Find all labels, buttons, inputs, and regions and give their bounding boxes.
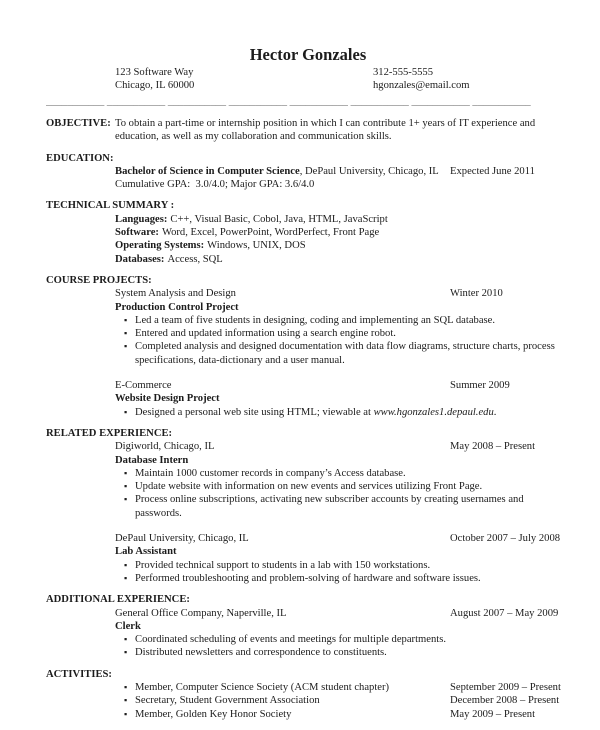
bullet-item: ▪ Completed analysis and designed documentation with data flow diagrams, structure charts, process specifications, data-dictionary and a user manual. — [46, 340, 570, 367]
bullet-item: ▪ Led a team of five students in designing, coding and implementing an SQL database. — [46, 314, 570, 327]
education-heading: EDUCATION: — [46, 152, 114, 164]
project-entry — [46, 287, 570, 367]
email-address: hgonzales@email.com — [373, 80, 470, 92]
technical-summary-heading: TECHNICAL SUMMARY : — [46, 200, 175, 212]
experience-date: October 2007 – July 2008 — [450, 533, 561, 545]
address-block — [115, 66, 194, 93]
activity-text: Member, Computer Science Society (ACM student chapter) — [135, 681, 390, 693]
gpa-line: Cumulative GPA: 3.0/4.0; Major GPA: 3.6/4.0 — [115, 179, 315, 191]
additional-experience-heading: ADDITIONAL EXPERIENCE: — [46, 594, 190, 606]
activities-list — [46, 681, 570, 721]
contact-block — [46, 66, 570, 94]
header-divider: ___________ ___________ ___________ ___________ ___________ ___________ ___________ ___________ — [46, 97, 531, 107]
bullet-item: ▪ Maintain 1000 customer records in company’s Access database. — [46, 467, 570, 480]
bullet-text: Designed a personal web site using HTML; viewable at — [135, 406, 374, 418]
bullet-item: ▪ Provided technical support to students in a lab with 150 workstations. — [46, 559, 570, 572]
experience-date: August 2007 – May 2009 — [450, 607, 559, 619]
activities-heading: ACTIVITIES: — [46, 668, 112, 680]
experience-entry — [46, 440, 570, 520]
project-date: Summer 2009 — [450, 380, 510, 392]
section-objective — [46, 117, 570, 144]
bullet-item: ▪ Process online subscriptions, activating new subscriber accounts by creating usernames and passwords. — [46, 493, 570, 520]
project-course-row — [46, 287, 570, 300]
section-course-projects — [46, 274, 570, 419]
job-title: Lab Assistant — [115, 546, 177, 558]
tech-label: Operating Systems: — [115, 240, 205, 252]
tech-row-operating-systems — [46, 239, 570, 252]
experience-entry — [46, 532, 570, 585]
course-projects-heading: COURSE PROJECTS: — [46, 274, 152, 286]
bullet-item: ▪ Update website with information on new events and services utilizing Front Page. — [46, 480, 570, 493]
activity-date: September 2009 – Present — [450, 681, 561, 693]
activity-date: May 2009 – Present — [450, 708, 536, 720]
activity-item — [46, 708, 570, 721]
address-line-1: 123 Software Way — [115, 67, 194, 78]
activity-item — [46, 681, 570, 694]
education-degree-row — [46, 165, 570, 178]
tech-value: C++, Visual Basic, Cobol, Java, HTML, JavaScript — [170, 213, 388, 225]
experience-company-row — [46, 440, 570, 453]
tech-row-software — [46, 226, 570, 239]
project-date: Winter 2010 — [450, 288, 503, 300]
page-title: Hector Gonzales — [249, 45, 367, 64]
section-related-experience — [46, 427, 570, 585]
experience-bullet-list — [46, 559, 570, 586]
bullet-item: ▪ Performed troubleshooting and problem-solving of hardware and software issues. — [46, 572, 570, 585]
activity-text: Member, Golden Key Honor Society — [135, 708, 292, 720]
company-name: DePaul University, Chicago, IL — [115, 533, 249, 545]
experience-bullet-list — [46, 467, 570, 520]
bullet-item: ▪ Entered and updated information using a search engine robot. — [46, 327, 570, 340]
section-additional-experience — [46, 593, 570, 659]
bullet-text-end: . — [493, 406, 497, 418]
activity-text: Secretary, Student Government Association — [135, 695, 320, 707]
section-activities — [46, 668, 570, 721]
project-course-row — [46, 379, 570, 392]
education-date: Expected June 2011 — [450, 165, 535, 177]
section-education — [46, 152, 570, 192]
tech-label: Software: — [115, 227, 159, 239]
objective-heading: OBJECTIVE: — [46, 118, 111, 129]
school-name: , DePaul University, Chicago, IL — [299, 165, 439, 177]
phone-email-block — [373, 66, 470, 93]
address-line-2: Chicago, IL 60000 — [115, 80, 195, 92]
tech-value: Word, Excel, PowerPoint, WordPerfect, Front Page — [161, 227, 380, 239]
activity-item — [46, 694, 570, 707]
tech-label: Databases: — [115, 253, 165, 265]
project-title: Website Design Project — [115, 393, 220, 405]
bullet-item: ▪ Distributed newsletters and correspondence to constituents. — [46, 646, 570, 659]
project-bullet-list — [46, 406, 570, 419]
section-technical-summary — [46, 199, 570, 265]
experience-company-row — [46, 532, 570, 545]
project-entry — [46, 379, 570, 419]
experience-entry — [46, 607, 570, 660]
course-name: E-Commerce — [115, 380, 172, 392]
experience-company-row — [46, 607, 570, 620]
bullet-item — [46, 406, 570, 419]
course-name: System Analysis and Design — [115, 288, 236, 300]
project-bullet-list — [46, 314, 570, 367]
activity-date: December 2008 – Present — [450, 695, 560, 707]
project-title: Production Control Project — [115, 301, 239, 313]
company-name: Digiworld, Chicago, IL — [115, 441, 215, 453]
related-experience-heading: RELATED EXPERIENCE: — [46, 427, 173, 439]
experience-date: May 2008 – Present — [450, 441, 536, 453]
objective-text: To obtain a part-time or internship position in which I can contribute 1+ years of IT experience and education, as well as my collaboration and communication skills. — [115, 118, 536, 143]
degree-name: Bachelor of Science in Computer Science — [115, 165, 300, 177]
tech-row-databases — [46, 253, 570, 266]
job-title: Clerk — [115, 620, 141, 632]
phone-number: 312-555-5555 — [373, 67, 434, 78]
bullet-item: ▪ Coordinated scheduling of events and meetings for multiple departments. — [46, 633, 570, 646]
tech-value: Access, SQL — [167, 253, 223, 265]
tech-label: Languages: — [115, 213, 168, 225]
job-title: Database Intern — [115, 454, 189, 466]
website-url: www.hgonzales1.depaul.edu — [373, 406, 494, 418]
experience-bullet-list — [46, 633, 570, 660]
tech-value: Windows, UNIX, DOS — [207, 240, 306, 252]
company-name: General Office Company, Naperville, IL — [115, 607, 287, 619]
tech-row-languages — [46, 213, 570, 226]
